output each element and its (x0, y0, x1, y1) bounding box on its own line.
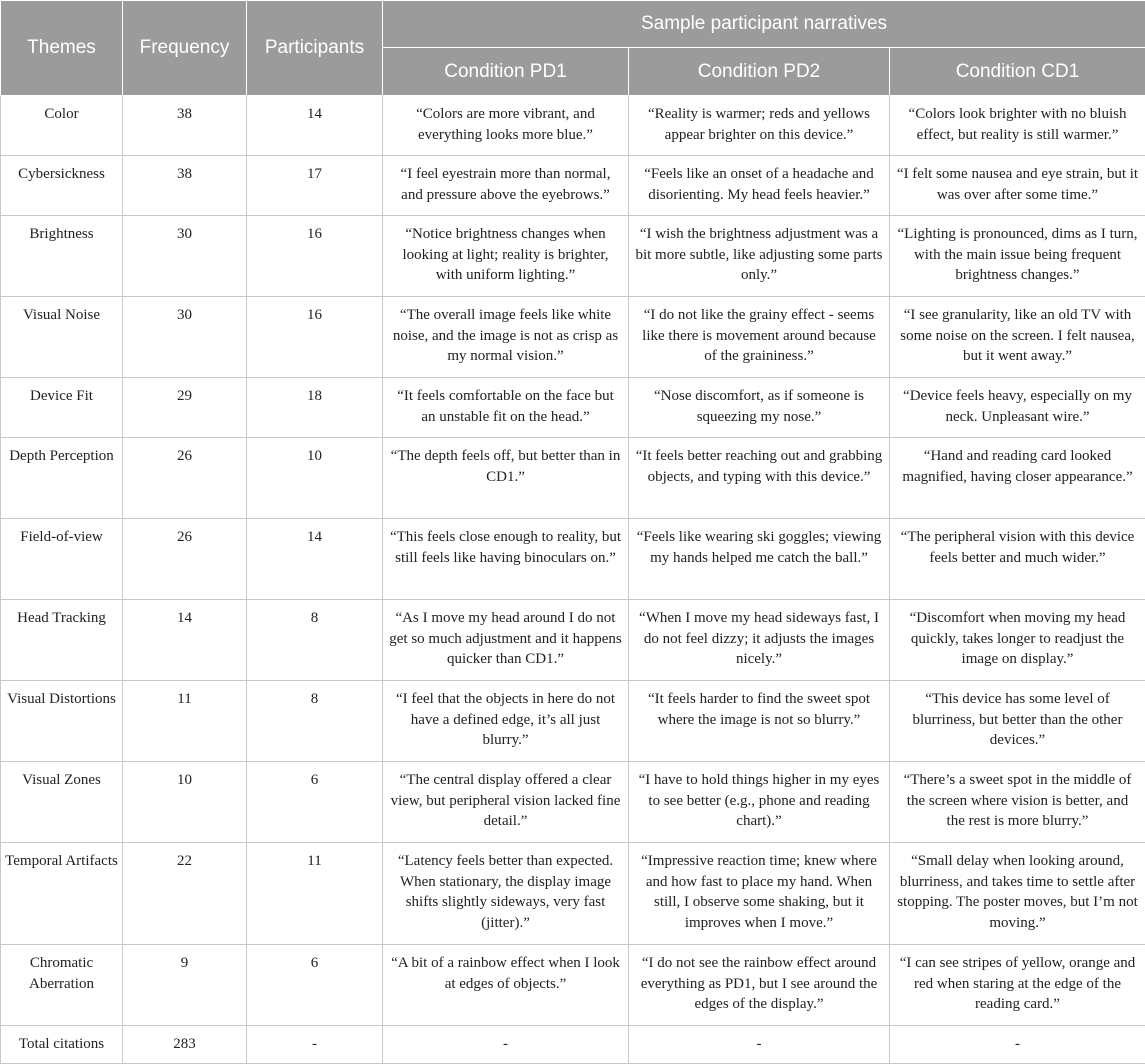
table-row (1, 600, 1145, 681)
participants-cell: 18 (247, 378, 383, 438)
cd1-narrative-cell: “I can see stripes of yellow, orange and red when staring at the edge of the reading card.” (890, 945, 1145, 1026)
participants-cell: 10 (247, 438, 383, 519)
theme-cell: Head Tracking (1, 600, 123, 681)
frequency-cell: 11 (123, 681, 247, 762)
table-row (1, 762, 1145, 843)
pd1-narrative-cell: “As I move my head around I do not get so much adjustment and it happens quicker than CD1.” (383, 600, 629, 681)
table-row (1, 297, 1145, 378)
pd1-narrative-cell: “Notice brightness changes when looking at light; reality is brighter, with uniform lighting.” (383, 216, 629, 297)
pd2-narrative-cell: “When I move my head sideways fast, I do not feel dizzy; it adjusts the images nicely.” (629, 600, 890, 681)
header-condition-pd1: Condition PD1 (383, 48, 629, 96)
theme-cell: Visual Noise (1, 297, 123, 378)
theme-cell: Visual Zones (1, 762, 123, 843)
pd1-narrative-cell: “It feels comfortable on the face but an unstable fit on the head.” (383, 378, 629, 438)
pd2-narrative-cell: “Reality is warmer; reds and yellows appear brighter on this device.” (629, 96, 890, 156)
participants-cell: 16 (247, 297, 383, 378)
pd2-narrative-cell: “Feels like wearing ski goggles; viewing my hands helped me catch the ball.” (629, 519, 890, 600)
table-row (1, 378, 1145, 438)
pd1-narrative-cell: - (383, 1026, 629, 1064)
cd1-narrative-cell: “The peripheral vision with this device feels better and much wider.” (890, 519, 1145, 600)
table-row (1, 96, 1145, 156)
table-row (1, 843, 1145, 945)
frequency-cell: 26 (123, 438, 247, 519)
pd1-narrative-cell: “Colors are more vibrant, and everything looks more blue.” (383, 96, 629, 156)
cd1-narrative-cell: “Small delay when looking around, blurriness, and takes time to settle after stopping. The poster moves, but I’m not moving.” (890, 843, 1145, 945)
cd1-narrative-cell: “This device has some level of blurriness, but better than the other devices.” (890, 681, 1145, 762)
pd2-narrative-cell: “It feels better reaching out and grabbing objects, and typing with this device.” (629, 438, 890, 519)
header-condition-cd1: Condition CD1 (890, 48, 1145, 96)
table-row (1, 216, 1145, 297)
theme-cell: Total citations (1, 1026, 123, 1064)
pd1-narrative-cell: “I feel eyestrain more than normal, and pressure above the eyebrows.” (383, 156, 629, 216)
frequency-cell: 10 (123, 762, 247, 843)
theme-cell: Cybersickness (1, 156, 123, 216)
theme-cell: Chromatic Aberration (1, 945, 123, 1026)
table-header (1, 1, 1145, 96)
pd1-narrative-cell: “A bit of a rainbow effect when I look at edges of objects.” (383, 945, 629, 1026)
frequency-cell: 38 (123, 156, 247, 216)
participants-cell: 8 (247, 600, 383, 681)
pd1-narrative-cell: “Latency feels better than expected. When stationary, the display image shifts slightly sideways, very fast (jitter).” (383, 843, 629, 945)
cd1-narrative-cell: “I see granularity, like an old TV with some noise on the screen. I felt nausea, but it went away.” (890, 297, 1145, 378)
pd2-narrative-cell: “Feels like an onset of a headache and disorienting. My head feels heavier.” (629, 156, 890, 216)
cd1-narrative-cell: - (890, 1026, 1145, 1064)
pd2-narrative-cell: “I do not see the rainbow effect around everything as PD1, but I see around the edges of the display.” (629, 945, 890, 1026)
header-sample-narratives: Sample participant narratives (383, 1, 1145, 48)
pd1-narrative-cell: “The depth feels off, but better than in CD1.” (383, 438, 629, 519)
table-body (1, 96, 1145, 1064)
table-row (1, 945, 1145, 1026)
participants-cell: 11 (247, 843, 383, 945)
pd2-narrative-cell: “I do not like the grainy effect - seems like there is movement around because of the graininess.” (629, 297, 890, 378)
cd1-narrative-cell: “There’s a sweet spot in the middle of the screen where vision is better, and the rest is more blurry.” (890, 762, 1145, 843)
frequency-cell: 30 (123, 216, 247, 297)
theme-cell: Device Fit (1, 378, 123, 438)
header-condition-pd2: Condition PD2 (629, 48, 890, 96)
pd2-narrative-cell: “I wish the brightness adjustment was a bit more subtle, like adjusting some parts only.” (629, 216, 890, 297)
table-row (1, 681, 1145, 762)
participants-cell: 8 (247, 681, 383, 762)
participants-cell: 17 (247, 156, 383, 216)
total-row (1, 1026, 1145, 1064)
pd1-narrative-cell: “I feel that the objects in here do not have a defined edge, it’s all just blurry.” (383, 681, 629, 762)
header-frequency: Frequency (123, 1, 247, 96)
theme-cell: Temporal Artifacts (1, 843, 123, 945)
cd1-narrative-cell: “Hand and reading card looked magnified, having closer appearance.” (890, 438, 1145, 519)
header-themes: Themes (1, 1, 123, 96)
frequency-cell: 38 (123, 96, 247, 156)
pd1-narrative-cell: “The overall image feels like white noise, and the image is not as crisp as my normal vision.” (383, 297, 629, 378)
cd1-narrative-cell: “Device feels heavy, especially on my neck. Unpleasant wire.” (890, 378, 1145, 438)
pd2-narrative-cell: - (629, 1026, 890, 1064)
theme-cell: Depth Perception (1, 438, 123, 519)
frequency-cell: 283 (123, 1026, 247, 1064)
participants-cell: 14 (247, 96, 383, 156)
participants-cell: 6 (247, 762, 383, 843)
cd1-narrative-cell: “Colors look brighter with no bluish effect, but reality is still warmer.” (890, 96, 1145, 156)
cd1-narrative-cell: “Lighting is pronounced, dims as I turn, with the main issue being frequent brightness changes.” (890, 216, 1145, 297)
frequency-cell: 9 (123, 945, 247, 1026)
cd1-narrative-cell: “Discomfort when moving my head quickly, takes longer to readjust the image on display.” (890, 600, 1145, 681)
pd1-narrative-cell: “This feels close enough to reality, but still feels like having binoculars on.” (383, 519, 629, 600)
participants-cell: - (247, 1026, 383, 1064)
cd1-narrative-cell: “I felt some nausea and eye strain, but it was over after some time.” (890, 156, 1145, 216)
pd2-narrative-cell: “Impressive reaction time; knew where and how fast to place my hand. When still, I observe some shaking, but it improves when I move.” (629, 843, 890, 945)
frequency-cell: 30 (123, 297, 247, 378)
pd2-narrative-cell: “It feels harder to find the sweet spot where the image is not so blurry.” (629, 681, 890, 762)
frequency-cell: 22 (123, 843, 247, 945)
header-participants: Participants (247, 1, 383, 96)
theme-cell: Field-of-view (1, 519, 123, 600)
frequency-cell: 26 (123, 519, 247, 600)
participants-cell: 6 (247, 945, 383, 1026)
table-row (1, 438, 1145, 519)
table-row (1, 519, 1145, 600)
frequency-cell: 14 (123, 600, 247, 681)
theme-cell: Visual Distortions (1, 681, 123, 762)
participants-cell: 14 (247, 519, 383, 600)
pd1-narrative-cell: “The central display offered a clear view, but peripheral vision lacked fine detail.” (383, 762, 629, 843)
theme-cell: Brightness (1, 216, 123, 297)
pd2-narrative-cell: “Nose discomfort, as if someone is squeezing my nose.” (629, 378, 890, 438)
pd2-narrative-cell: “I have to hold things higher in my eyes to see better (e.g., phone and reading chart).” (629, 762, 890, 843)
theme-cell: Color (1, 96, 123, 156)
table-row (1, 156, 1145, 216)
participants-cell: 16 (247, 216, 383, 297)
frequency-cell: 29 (123, 378, 247, 438)
